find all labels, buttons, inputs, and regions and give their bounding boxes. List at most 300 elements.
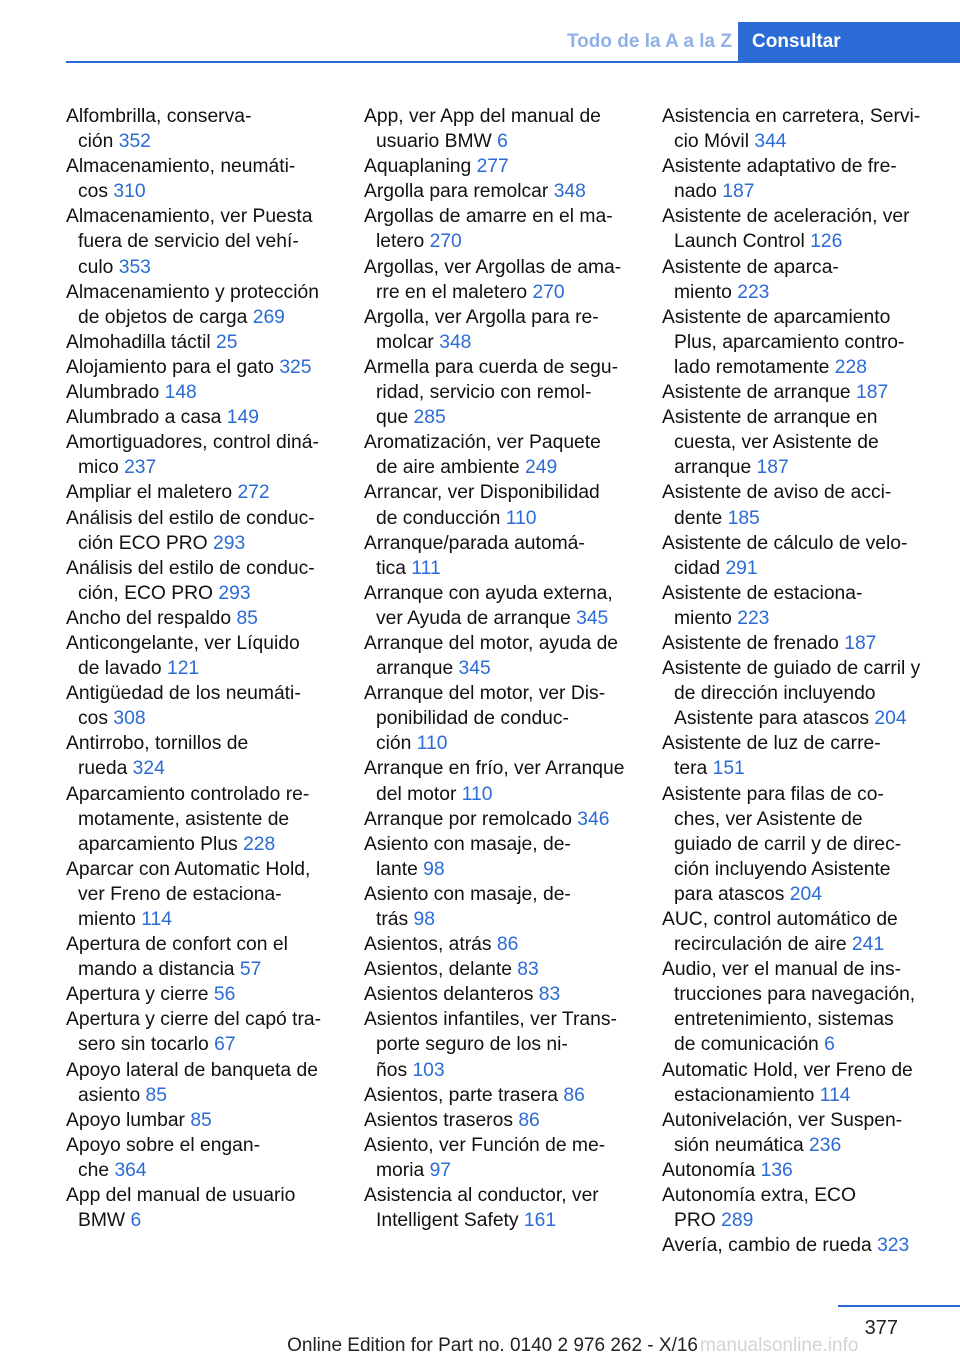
index-entry bbox=[66, 1183, 346, 1233]
entry-text: Autonomía bbox=[662, 1159, 761, 1181]
entry-text: motamente, asistente de bbox=[78, 808, 290, 830]
index-entry bbox=[662, 957, 946, 1057]
page-link[interactable]: 277 bbox=[476, 156, 509, 178]
index-entry bbox=[364, 204, 648, 254]
entry-text: cuesta, ver Asistente de bbox=[674, 432, 879, 454]
page-link[interactable]: 237 bbox=[124, 457, 157, 479]
page-link[interactable]: 98 bbox=[423, 858, 445, 880]
entry-text: ción, ECO PRO bbox=[78, 582, 219, 604]
entry-text: Asistencia en carretera, Servi- bbox=[662, 106, 921, 127]
index-entry bbox=[662, 480, 946, 530]
index-entry bbox=[364, 631, 648, 681]
entry-line bbox=[66, 882, 346, 907]
index-entry bbox=[66, 104, 346, 154]
entry-text: PRO bbox=[674, 1210, 722, 1232]
entry-text: que bbox=[376, 407, 414, 429]
page-link[interactable]: 241 bbox=[851, 934, 885, 956]
entry-line bbox=[364, 154, 648, 179]
entry-line bbox=[662, 857, 946, 882]
entry-line bbox=[66, 907, 346, 932]
page-link[interactable]: 323 bbox=[877, 1235, 910, 1257]
entry-text: Argolla, ver Argolla para re- bbox=[364, 306, 599, 328]
entry-text: porte seguro de los ni- bbox=[376, 1034, 568, 1056]
entry-line bbox=[364, 480, 648, 505]
entry-text: Audio, ver el manual de ins- bbox=[662, 959, 902, 981]
entry-line bbox=[364, 531, 648, 556]
entry-text: Automatic Hold, ver Freno de bbox=[662, 1059, 913, 1081]
page-link[interactable]: 6 bbox=[497, 131, 508, 153]
entry-text: Autonivelación, ver Suspen- bbox=[662, 1109, 903, 1131]
page-link[interactable]: 204 bbox=[789, 883, 822, 905]
entry-text: che bbox=[78, 1159, 115, 1181]
page-link[interactable]: 187 bbox=[722, 181, 755, 203]
index-entry bbox=[364, 581, 648, 631]
page-link[interactable]: 289 bbox=[721, 1210, 754, 1232]
entry-line bbox=[66, 706, 346, 731]
page-link[interactable]: 249 bbox=[525, 457, 558, 479]
entry-text: Asistente de aceleración, ver bbox=[662, 206, 910, 228]
entry-text: Asientos, parte trasera bbox=[364, 1084, 564, 1106]
index-entry bbox=[66, 556, 346, 606]
page-link[interactable]: 185 bbox=[727, 507, 760, 529]
entry-line bbox=[662, 782, 946, 807]
index-entry bbox=[66, 380, 346, 405]
entry-line bbox=[66, 255, 346, 280]
entry-text: usuario BMW bbox=[376, 131, 498, 153]
entry-line bbox=[364, 631, 648, 656]
index-entry bbox=[662, 405, 946, 480]
entry-text: tica bbox=[376, 557, 412, 579]
entry-line bbox=[662, 681, 946, 706]
entry-text: Ancho del respaldo bbox=[66, 607, 237, 629]
entry-text: Asientos infantiles, ver Trans- bbox=[364, 1009, 617, 1031]
page-link[interactable]: 151 bbox=[712, 758, 745, 780]
entry-text: rueda bbox=[78, 758, 133, 780]
entry-line bbox=[662, 1032, 946, 1057]
page-link[interactable]: 121 bbox=[166, 658, 200, 680]
entry-line bbox=[66, 756, 346, 781]
entry-line bbox=[364, 1058, 648, 1083]
entry-text: Alfombrilla, conserva- bbox=[66, 106, 252, 127]
entry-line bbox=[364, 782, 648, 807]
page-link[interactable]: 83 bbox=[538, 984, 561, 1006]
page-link[interactable]: 324 bbox=[132, 758, 165, 780]
entry-line bbox=[662, 1208, 946, 1233]
entry-line bbox=[662, 556, 946, 581]
entry-line bbox=[364, 857, 648, 882]
page-link[interactable]: 86 bbox=[563, 1084, 585, 1106]
active-tab[interactable]: Consultar bbox=[738, 22, 960, 62]
index-entry bbox=[364, 1133, 648, 1183]
entry-text: trucciones para navegación, bbox=[674, 984, 916, 1006]
entry-line bbox=[364, 756, 648, 781]
index-entry bbox=[66, 506, 346, 556]
entry-line bbox=[66, 229, 346, 254]
entry-line bbox=[364, 204, 648, 229]
page-link[interactable]: 111 bbox=[411, 557, 441, 579]
index-entry bbox=[364, 882, 648, 932]
page-link[interactable]: 348 bbox=[439, 331, 472, 353]
entry-line bbox=[662, 480, 946, 505]
entry-text: de conducción bbox=[376, 507, 506, 529]
page-link[interactable]: 56 bbox=[213, 984, 236, 1006]
entry-text: Asistente de aviso de acci- bbox=[662, 482, 892, 504]
index-entry bbox=[66, 154, 346, 204]
page-link[interactable]: 345 bbox=[458, 658, 491, 680]
page-link[interactable]: 110 bbox=[416, 733, 448, 755]
entry-text: ción ECO PRO bbox=[78, 532, 214, 554]
page-link[interactable]: 187 bbox=[756, 457, 789, 479]
page-link[interactable]: 187 bbox=[856, 382, 889, 404]
entry-text: Asistente adaptativo de fre- bbox=[662, 156, 897, 178]
entry-text: Asistencia al conductor, ver bbox=[364, 1185, 599, 1207]
page-link[interactable]: 57 bbox=[239, 959, 262, 981]
entry-line bbox=[662, 305, 946, 330]
entry-line bbox=[662, 1233, 946, 1258]
entry-line bbox=[662, 907, 946, 932]
entry-line bbox=[66, 1007, 346, 1032]
entry-line bbox=[364, 1158, 648, 1183]
entry-line bbox=[66, 857, 346, 882]
entry-text: cos bbox=[78, 708, 114, 730]
entry-text: del motor bbox=[376, 783, 462, 805]
entry-line bbox=[662, 882, 946, 907]
entry-line bbox=[66, 1108, 346, 1133]
entry-line bbox=[662, 355, 946, 380]
entry-line bbox=[66, 455, 346, 480]
page-link[interactable]: 353 bbox=[118, 256, 151, 278]
page-link[interactable]: 86 bbox=[496, 934, 519, 956]
entry-line bbox=[66, 280, 346, 305]
page-link[interactable]: 308 bbox=[113, 708, 146, 730]
entry-text: AUC, control automático de bbox=[662, 909, 898, 930]
index-entry bbox=[364, 1108, 648, 1133]
entry-text: Apoyo sobre el engan- bbox=[66, 1134, 261, 1156]
page-link[interactable]: 85 bbox=[236, 607, 258, 629]
page-link[interactable]: 364 bbox=[114, 1159, 147, 1181]
entry-text: Launch Control bbox=[674, 231, 811, 253]
entry-line bbox=[662, 380, 946, 405]
entry-text: rre en el maletero bbox=[376, 281, 533, 303]
index-entry bbox=[662, 305, 946, 380]
entry-text: Asiento con masaje, de- bbox=[364, 833, 571, 855]
entry-line bbox=[364, 681, 648, 706]
index-entry bbox=[662, 656, 946, 731]
entry-line bbox=[66, 1158, 346, 1183]
page-link[interactable]: 67 bbox=[214, 1034, 236, 1056]
page-link[interactable]: 97 bbox=[429, 1159, 452, 1181]
page-link[interactable]: 344 bbox=[754, 131, 787, 153]
entry-text: Almohadilla táctil bbox=[66, 331, 217, 353]
entry-text: Asistente de aparca- bbox=[662, 256, 839, 278]
index-entry bbox=[364, 1183, 648, 1233]
section-tab[interactable]: Todo de la A a la Z bbox=[566, 31, 732, 52]
entry-text: Análisis del estilo de conduc- bbox=[66, 507, 315, 529]
entry-line bbox=[66, 380, 346, 405]
entry-line bbox=[66, 932, 346, 957]
index-entry bbox=[364, 832, 648, 882]
page-link[interactable]: 114 bbox=[819, 1084, 851, 1106]
header-rule bbox=[66, 61, 960, 63]
page-link[interactable]: 161 bbox=[523, 1210, 557, 1232]
entry-text: miento bbox=[78, 909, 142, 930]
entry-text: ción bbox=[78, 131, 119, 153]
page-link[interactable]: 236 bbox=[809, 1134, 842, 1156]
entry-text: nado bbox=[674, 181, 723, 203]
page-link[interactable]: 352 bbox=[118, 131, 151, 153]
entry-line bbox=[66, 179, 346, 204]
page-link[interactable]: 223 bbox=[737, 281, 770, 303]
page-link[interactable]: 228 bbox=[834, 356, 867, 378]
entry-text: molcar bbox=[376, 331, 440, 353]
entry-line bbox=[364, 330, 648, 355]
entry-text: dente bbox=[674, 507, 728, 529]
entry-line bbox=[66, 405, 346, 430]
index-entry bbox=[364, 154, 648, 179]
index-entry bbox=[66, 982, 346, 1007]
entry-line bbox=[364, 957, 648, 982]
entry-text: sero sin tocarlo bbox=[78, 1034, 215, 1056]
page-link[interactable]: 325 bbox=[279, 356, 312, 378]
index-entry bbox=[364, 104, 648, 154]
page-link[interactable]: 83 bbox=[517, 959, 539, 981]
entry-text: Asistente de aparcamiento bbox=[662, 306, 891, 328]
page-link[interactable]: 85 bbox=[145, 1084, 167, 1106]
index-entry bbox=[66, 430, 346, 480]
page-link[interactable]: 346 bbox=[577, 808, 610, 830]
entry-line bbox=[364, 1183, 648, 1208]
entry-line bbox=[662, 1183, 946, 1208]
entry-line bbox=[364, 430, 648, 455]
entry-line bbox=[364, 882, 648, 907]
entry-line bbox=[66, 957, 346, 982]
entry-line bbox=[364, 1133, 648, 1158]
entry-text: culo bbox=[78, 256, 119, 278]
index-entry bbox=[66, 1058, 346, 1108]
entry-text: estacionamiento bbox=[674, 1084, 820, 1106]
entry-text: ridad, servicio con remol- bbox=[376, 382, 592, 404]
page-link[interactable]: 223 bbox=[737, 607, 770, 629]
entry-line bbox=[66, 656, 346, 681]
index-entry bbox=[66, 731, 346, 781]
page-link[interactable]: 6 bbox=[824, 1034, 835, 1056]
entry-line bbox=[662, 506, 946, 531]
entry-line bbox=[66, 531, 346, 556]
entry-text: Arranque del motor, ver Dis- bbox=[364, 683, 606, 705]
entry-text: Análisis del estilo de conduc- bbox=[66, 557, 315, 579]
entry-line bbox=[66, 1208, 346, 1233]
entry-line bbox=[364, 355, 648, 380]
entry-line bbox=[66, 631, 346, 656]
index-entry bbox=[66, 932, 346, 982]
index-entry bbox=[364, 957, 648, 982]
page-link[interactable]: 187 bbox=[844, 632, 877, 654]
page-link[interactable]: 345 bbox=[576, 607, 609, 629]
page-link[interactable]: 310 bbox=[113, 181, 146, 203]
entry-line bbox=[66, 982, 346, 1007]
page-link[interactable]: 86 bbox=[518, 1109, 540, 1131]
entry-text: guiado de carril y de direc- bbox=[674, 833, 902, 855]
entry-text: Arrancar, ver Disponibilidad bbox=[364, 482, 600, 504]
page-link[interactable]: 269 bbox=[252, 306, 285, 328]
entry-text: Asientos delanteros bbox=[364, 984, 539, 1006]
entry-text: ver Ayuda de arranque bbox=[376, 607, 577, 629]
index-column-1 bbox=[66, 104, 346, 1233]
page-link[interactable]: 270 bbox=[429, 231, 462, 253]
entry-line bbox=[662, 606, 946, 631]
entry-line bbox=[662, 330, 946, 355]
entry-text: de aire ambiente bbox=[376, 457, 525, 479]
page-link[interactable]: 228 bbox=[243, 833, 276, 855]
entry-text: ver Freno de estaciona- bbox=[78, 883, 282, 905]
entry-line bbox=[364, 104, 648, 129]
entry-line bbox=[66, 1058, 346, 1083]
entry-text: Anticongelante, ver Líquido bbox=[66, 632, 300, 654]
entry-text: Armella para cuerda de segu- bbox=[364, 356, 619, 378]
entry-line bbox=[364, 129, 648, 154]
index-entry bbox=[662, 1108, 946, 1158]
page-link[interactable]: 148 bbox=[164, 382, 197, 404]
entry-line bbox=[66, 305, 346, 330]
entry-text: Aparcamiento controlado re- bbox=[66, 783, 310, 805]
entry-line bbox=[364, 229, 648, 254]
entry-text: Almacenamiento y protección bbox=[66, 281, 319, 303]
page-link[interactable]: 6 bbox=[130, 1210, 142, 1232]
entry-text: ción incluyendo Asistente bbox=[674, 858, 891, 880]
entry-text: mando a distancia bbox=[78, 959, 240, 981]
entry-text: mico bbox=[78, 457, 125, 479]
page-link[interactable]: 291 bbox=[725, 557, 758, 579]
page-link[interactable]: 272 bbox=[237, 482, 270, 504]
entry-line bbox=[662, 982, 946, 1007]
entry-text: cos bbox=[78, 181, 114, 203]
entry-line bbox=[66, 104, 346, 129]
entry-text: Arranque con ayuda externa, bbox=[364, 582, 613, 604]
page-link[interactable]: 25 bbox=[216, 331, 238, 353]
entry-line bbox=[66, 506, 346, 531]
page-link[interactable]: 136 bbox=[760, 1159, 793, 1181]
index-entry bbox=[364, 531, 648, 581]
entry-text: Asiento con masaje, de- bbox=[364, 883, 571, 905]
entry-text: lante bbox=[376, 858, 424, 880]
entry-line bbox=[66, 1032, 346, 1057]
index-entry bbox=[66, 280, 346, 330]
page-link[interactable]: 126 bbox=[810, 231, 843, 253]
entry-line bbox=[66, 355, 346, 380]
entry-text: de dirección incluyendo bbox=[674, 683, 876, 705]
entry-line bbox=[364, 581, 648, 606]
entry-text: Arranque del motor, ayuda de bbox=[364, 632, 619, 654]
index-entry bbox=[662, 731, 946, 781]
entry-text: Asistente de cálculo de velo- bbox=[662, 532, 908, 554]
entry-text: Intelligent Safety bbox=[376, 1210, 524, 1232]
index-entry bbox=[66, 681, 346, 731]
page-link[interactable]: 293 bbox=[213, 532, 246, 554]
entry-text: ños bbox=[376, 1059, 413, 1081]
index-entry bbox=[364, 305, 648, 355]
entry-text: Apoyo lumbar bbox=[66, 1109, 191, 1131]
entry-line bbox=[364, 179, 648, 204]
page-link[interactable]: 293 bbox=[218, 582, 251, 604]
entry-line bbox=[364, 556, 648, 581]
entry-line bbox=[364, 1032, 648, 1057]
page-link[interactable]: 110 bbox=[461, 783, 493, 805]
entry-text: Aparcar con Automatic Hold, bbox=[66, 858, 311, 880]
entry-text: Almacenamiento, neumáti- bbox=[66, 156, 296, 178]
page-link[interactable]: 204 bbox=[874, 708, 907, 730]
entry-line bbox=[662, 455, 946, 480]
entry-text: BMW bbox=[78, 1210, 131, 1232]
entry-text: miento bbox=[674, 607, 738, 629]
entry-text: letero bbox=[376, 231, 430, 253]
page-link[interactable]: 114 bbox=[141, 909, 172, 930]
page-link[interactable]: 348 bbox=[553, 181, 586, 203]
page-link[interactable]: 285 bbox=[413, 407, 446, 429]
watermark: manualsonline.info bbox=[700, 1335, 859, 1356]
index-entry bbox=[662, 782, 946, 907]
entry-line bbox=[364, 506, 648, 531]
entry-text: miento bbox=[674, 281, 738, 303]
entry-line bbox=[66, 606, 346, 631]
entry-text: Plus, aparcamiento contro- bbox=[674, 331, 905, 353]
page-link[interactable]: 149 bbox=[226, 407, 259, 429]
entry-line bbox=[364, 832, 648, 857]
index-entry bbox=[662, 631, 946, 656]
index-entry bbox=[66, 1133, 346, 1183]
page-link[interactable]: 85 bbox=[190, 1109, 212, 1131]
entry-text: ción bbox=[376, 733, 417, 755]
page-link[interactable]: 103 bbox=[412, 1059, 445, 1081]
entry-line bbox=[66, 480, 346, 505]
entry-text: cidad bbox=[674, 557, 726, 579]
entry-text: Aquaplaning bbox=[364, 156, 477, 178]
index-entry bbox=[364, 355, 648, 430]
entry-text: Asistente para filas de co- bbox=[662, 783, 884, 805]
page-link[interactable]: 110 bbox=[505, 507, 537, 529]
header-bar bbox=[0, 0, 960, 64]
entry-text: App del manual de usuario bbox=[66, 1185, 296, 1207]
entry-line bbox=[66, 832, 346, 857]
entry-text: Asistente de guiado de carril y bbox=[662, 658, 921, 680]
entry-text: para atascos bbox=[674, 883, 790, 905]
entry-line bbox=[66, 1183, 346, 1208]
entry-text: App, ver App del manual de bbox=[364, 106, 601, 127]
entry-text: Arranque/parada automá- bbox=[364, 532, 585, 554]
entry-text: Asientos, delante bbox=[364, 959, 518, 981]
entry-text: Asiento, ver Función de me- bbox=[364, 1134, 606, 1156]
page-link[interactable]: 270 bbox=[532, 281, 565, 303]
entry-text: asiento bbox=[78, 1084, 146, 1106]
page-link[interactable]: 98 bbox=[413, 909, 435, 930]
entry-line bbox=[364, 380, 648, 405]
index-entry bbox=[364, 807, 648, 832]
entry-line bbox=[662, 731, 946, 756]
entry-text: Arranque en frío, ver Arranque bbox=[364, 758, 625, 780]
entry-text: Apertura y cierre del capó tra- bbox=[66, 1009, 322, 1031]
entry-text: de objetos de carga bbox=[78, 306, 253, 328]
entry-line bbox=[364, 907, 648, 932]
footer-rule bbox=[838, 1305, 960, 1307]
entry-line bbox=[66, 681, 346, 706]
entry-line bbox=[662, 1007, 946, 1032]
entry-text: Asientos, atrás bbox=[364, 934, 497, 956]
entry-line bbox=[364, 1007, 648, 1032]
index-entry bbox=[66, 330, 346, 355]
index-column-3 bbox=[662, 104, 946, 1258]
entry-line bbox=[364, 405, 648, 430]
index-entry bbox=[662, 1233, 946, 1258]
entry-line bbox=[66, 430, 346, 455]
